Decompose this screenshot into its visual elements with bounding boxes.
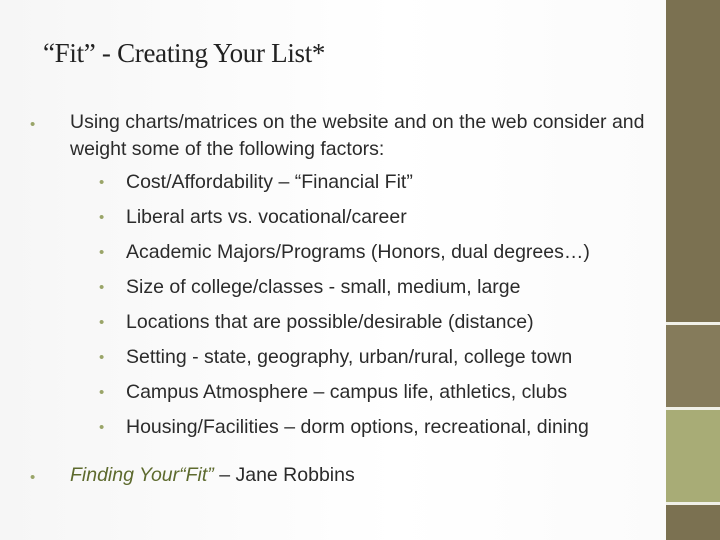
- sub-list-item-text: Setting - state, geography, urban/rural, college town: [126, 346, 573, 368]
- bullet-icon: •: [99, 349, 105, 366]
- bullet-icon: •: [30, 469, 36, 486]
- sub-list-item: [70, 270, 650, 305]
- sidebar-block-bottom: [666, 503, 720, 540]
- list-item-text: [70, 461, 650, 489]
- list-item-reference: [30, 461, 650, 489]
- sidebar-divider: [666, 502, 720, 505]
- sub-list-item: [70, 340, 650, 375]
- sidebar-block-top: [666, 0, 720, 322]
- sub-list-item-text: Liberal arts vs. vocational/career: [126, 206, 407, 228]
- sidebar-divider: [666, 407, 720, 410]
- sub-list-item-text: Campus Atmosphere – campus life, athletics, clubs: [126, 381, 568, 403]
- sub-list-item: [70, 410, 650, 445]
- sub-list-item-text: Housing/Facilities – dorm options, recreational, dining: [126, 416, 589, 438]
- bullet-icon: •: [99, 384, 105, 401]
- bullet-icon: •: [99, 419, 105, 436]
- sub-list-item: [70, 305, 650, 340]
- bullet-icon: •: [99, 279, 105, 296]
- sub-list-item-text: Size of college/classes - small, medium, large: [126, 276, 521, 298]
- bullet-icon: •: [30, 116, 36, 133]
- sub-list-item: [70, 375, 650, 410]
- list-item-text: Using charts/matrices on the website and on the web consider and weight some of the following factors:: [70, 111, 645, 160]
- slide-title: “Fit” - Creating Your List*: [43, 38, 326, 68]
- bullet-icon: •: [99, 174, 105, 191]
- sidebar-block-middle: [666, 322, 720, 408]
- sub-list-item: [70, 200, 650, 235]
- slide-content: [30, 108, 650, 489]
- sidebar-divider: [666, 322, 720, 325]
- book-title: Finding Your“Fit”: [70, 464, 214, 486]
- decorative-sidebar: [666, 0, 720, 540]
- bullet-list: [30, 108, 650, 489]
- sub-bullet-list: [70, 165, 650, 445]
- sidebar-block-accent: [666, 408, 720, 503]
- bullet-icon: •: [99, 244, 105, 261]
- sub-list-item: [70, 165, 650, 200]
- book-author: – Jane Robbins: [213, 464, 355, 486]
- bullet-icon: •: [99, 209, 105, 226]
- sub-list-item: [70, 235, 650, 270]
- sub-list-item-text: Cost/Affordability – “Financial Fit”: [126, 171, 413, 193]
- sub-list-item-text: Locations that are possible/desirable (distance): [126, 311, 534, 333]
- list-item-factors: [30, 108, 650, 445]
- bullet-icon: •: [99, 314, 105, 331]
- sub-list-item-text: Academic Majors/Programs (Honors, dual degrees…): [126, 241, 590, 263]
